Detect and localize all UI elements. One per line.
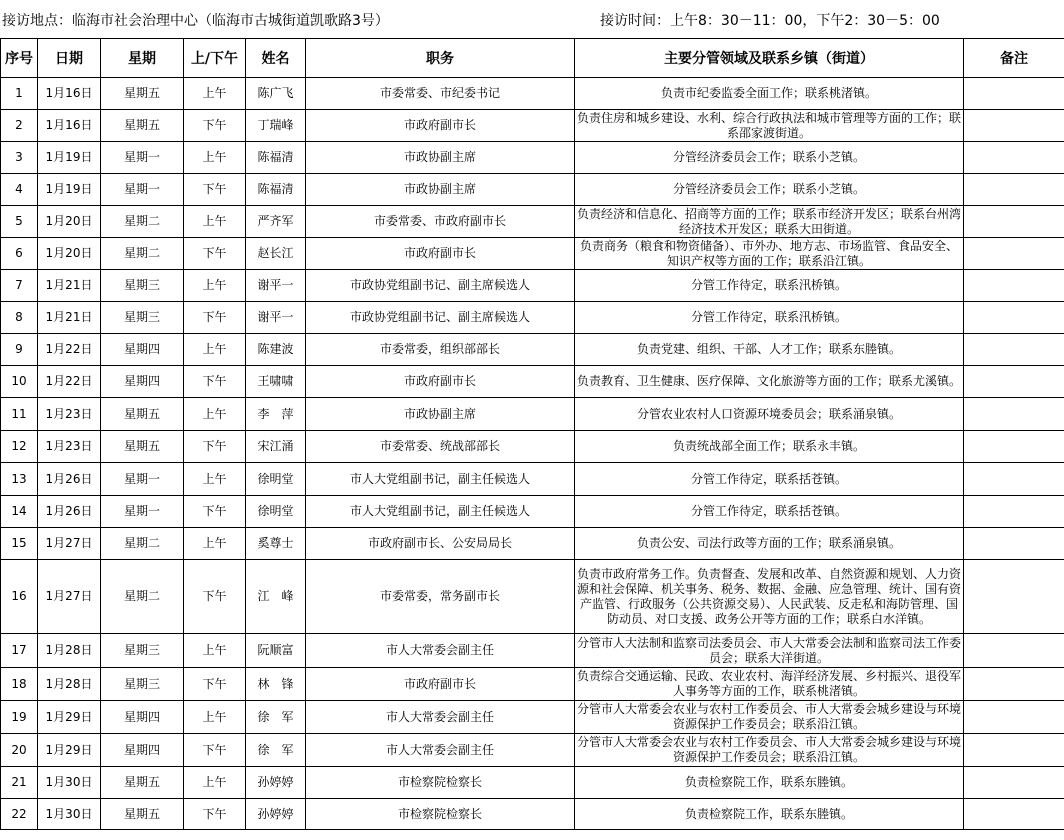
cell-date: 1月16日 [38,78,101,110]
cell-duties: 负责市政府常务工作。负责督查、发展和改革、自然资源和规划、人力资源和社会保障、机关事务、税务、数据、金融、应急管理、统计、国有资产监管、行政服务（公共资源交易）、人民武装、反走私和海防管理、国防动员、对口支援、政务公开等方面的工作；联系白水洋镇。 [575,560,964,634]
cell-note [964,334,1064,366]
cell-note [964,634,1064,668]
cell-title: 市政府副市长 [306,366,575,398]
cell-date: 1月22日 [38,366,101,398]
cell-title: 市检察院检察长 [306,799,575,830]
cell-name: 严齐军 [246,206,306,238]
cell-title: 市政协副主席 [306,398,575,431]
cell-no: 12 [1,431,38,463]
cell-period: 下午 [184,302,246,334]
cell-no: 6 [1,238,38,270]
cell-weekday: 星期一 [101,142,184,174]
cell-date: 1月27日 [38,528,101,560]
cell-name: 赵长江 [246,238,306,270]
cell-title: 市人大常委会副主任 [306,734,575,767]
cell-period: 下午 [184,238,246,270]
cell-period: 上午 [184,398,246,431]
cell-title: 市检察院检察长 [306,767,575,799]
cell-name: 徐明堂 [246,496,306,528]
table-row [1,334,1064,366]
cell-period: 下午 [184,560,246,634]
table-row [1,668,1064,701]
cell-weekday: 星期一 [101,174,184,206]
table-row [1,302,1064,334]
cell-period: 上午 [184,206,246,238]
cell-name: 谢平一 [246,302,306,334]
col-header-title: 职务 [306,39,575,78]
cell-no: 9 [1,334,38,366]
cell-title: 市政府副市长 [306,110,575,142]
cell-title: 市委常委、统战部部长 [306,431,575,463]
col-header-period: 上/下午 [184,39,246,78]
cell-duties: 负责检察院工作，联系东塍镇。 [575,767,964,799]
cell-date: 1月16日 [38,110,101,142]
cell-title: 市政府副市长、公安局局长 [306,528,575,560]
cell-name: 陈福清 [246,174,306,206]
cell-weekday: 星期五 [101,799,184,830]
cell-duties: 分管经济委员会工作；联系小芝镇。 [575,142,964,174]
cell-no: 8 [1,302,38,334]
cell-title: 市政协副主席 [306,174,575,206]
cell-no: 1 [1,78,38,110]
cell-weekday: 星期二 [101,560,184,634]
table-row [1,270,1064,302]
cell-duties: 分管工作待定，联系括苍镇。 [575,496,964,528]
cell-note [964,463,1064,496]
cell-no: 2 [1,110,38,142]
cell-duties: 分管市人大常委会农业与农村工作委员会、市人大常委会城乡建设与环境资源保护工作委员会；联系沿江镇。 [575,701,964,734]
table-row [1,634,1064,668]
cell-period: 上午 [184,767,246,799]
cell-no: 20 [1,734,38,767]
cell-name: 谢平一 [246,270,306,302]
cell-note [964,701,1064,734]
cell-period: 上午 [184,528,246,560]
table-row [1,463,1064,496]
cell-date: 1月30日 [38,799,101,830]
cell-note [964,206,1064,238]
cell-period: 下午 [184,431,246,463]
cell-note [964,302,1064,334]
cell-weekday: 星期三 [101,270,184,302]
cell-name: 林 锋 [246,668,306,701]
cell-note [964,142,1064,174]
cell-weekday: 星期二 [101,206,184,238]
cell-name: 徐明堂 [246,463,306,496]
cell-note [964,799,1064,830]
cell-note [964,174,1064,206]
cell-title: 市政协党组副书记、副主席候选人 [306,302,575,334]
table-row [1,734,1064,767]
cell-no: 3 [1,142,38,174]
cell-period: 上午 [184,463,246,496]
cell-name: 陈福清 [246,142,306,174]
cell-duties: 分管工作待定，联系括苍镇。 [575,463,964,496]
cell-period: 上午 [184,701,246,734]
cell-weekday: 星期三 [101,668,184,701]
cell-title: 市人大常委会副主任 [306,634,575,668]
cell-date: 1月21日 [38,270,101,302]
cell-title: 市委常委，常务副市长 [306,560,575,634]
cell-date: 1月29日 [38,701,101,734]
cell-title: 市委常委、市纪委书记 [306,78,575,110]
cell-name: 宋江涌 [246,431,306,463]
cell-name: 李 萍 [246,398,306,431]
cell-period: 下午 [184,496,246,528]
table-row [1,78,1064,110]
cell-weekday: 星期四 [101,334,184,366]
col-header-weekday: 星期 [101,39,184,78]
cell-date: 1月23日 [38,398,101,431]
table-row [1,701,1064,734]
cell-duties: 负责综合交通运输、民政、农业农村、海洋经济发展、乡村振兴、退役军人事务等方面的工作，联系桃渚镇。 [575,668,964,701]
cell-name: 孙婷婷 [246,767,306,799]
cell-name: 陈建波 [246,334,306,366]
cell-duties: 负责教育、卫生健康、医疗保障、文化旅游等方面的工作；联系尤溪镇。 [575,366,964,398]
cell-note [964,366,1064,398]
cell-period: 上午 [184,270,246,302]
cell-weekday: 星期一 [101,463,184,496]
cell-duties: 负责经济和信息化、招商等方面的工作；联系市经济开发区；联系台州湾经济技术开发区；联系大田街道。 [575,206,964,238]
cell-duties: 负责公安、司法行政等方面的工作；联系涌泉镇。 [575,528,964,560]
cell-no: 11 [1,398,38,431]
cell-duties: 分管工作待定，联系汛桥镇。 [575,270,964,302]
cell-duties: 负责检察院工作，联系东塍镇。 [575,799,964,830]
cell-no: 21 [1,767,38,799]
cell-name: 孙婷婷 [246,799,306,830]
cell-note [964,431,1064,463]
cell-period: 上午 [184,634,246,668]
table-row [1,799,1064,830]
cell-no: 15 [1,528,38,560]
cell-period: 下午 [184,174,246,206]
col-header-note: 备注 [964,39,1064,78]
cell-title: 市政府副市长 [306,238,575,270]
cell-date: 1月27日 [38,560,101,634]
cell-period: 上午 [184,334,246,366]
cell-note [964,270,1064,302]
cell-weekday: 星期五 [101,767,184,799]
table-row [1,174,1064,206]
cell-no: 18 [1,668,38,701]
cell-note [964,398,1064,431]
cell-note [964,78,1064,110]
cell-name: 徐 军 [246,701,306,734]
cell-note [964,496,1064,528]
cell-date: 1月30日 [38,767,101,799]
cell-duties: 负责统战部全面工作；联系永丰镇。 [575,431,964,463]
cell-weekday: 星期五 [101,78,184,110]
table-header-row [1,39,1064,78]
cell-note [964,110,1064,142]
cell-period: 上午 [184,78,246,110]
table-row [1,398,1064,431]
cell-title: 市政协党组副书记、副主席候选人 [306,270,575,302]
cell-weekday: 星期五 [101,398,184,431]
cell-duties: 分管市人大常委会农业与农村工作委员会、市人大常委会城乡建设与环境资源保护工作委员会；联系沿江镇。 [575,734,964,767]
cell-date: 1月23日 [38,431,101,463]
cell-duties: 分管工作待定，联系汛桥镇。 [575,302,964,334]
cell-weekday: 星期二 [101,528,184,560]
cell-name: 江 峰 [246,560,306,634]
cell-period: 下午 [184,366,246,398]
cell-no: 22 [1,799,38,830]
cell-name: 奚尊士 [246,528,306,560]
cell-weekday: 星期五 [101,431,184,463]
cell-period: 下午 [184,734,246,767]
cell-date: 1月19日 [38,142,101,174]
cell-title: 市人大党组副书记，副主任候选人 [306,496,575,528]
schedule-rows [1,78,1064,830]
cell-weekday: 星期三 [101,302,184,334]
cell-date: 1月28日 [38,634,101,668]
cell-duties: 负责市纪委监委全面工作；联系桃渚镇。 [575,78,964,110]
cell-duties: 分管农业农村人口资源环境委员会；联系涌泉镇。 [575,398,964,431]
table-row [1,206,1064,238]
cell-note [964,238,1064,270]
reception-time: 接访时间：上午8：30－11：00，下午2：30－5：00 [600,13,940,29]
cell-date: 1月26日 [38,496,101,528]
cell-duties: 分管市人大法制和监察司法委员会、市人大常委会法制和监察司法工作委员会；联系大洋街道。 [575,634,964,668]
cell-name: 王啸啸 [246,366,306,398]
reception-location: 接访地点：临海市社会治理中心（临海市古城街道凯歌路3号） [2,13,389,29]
cell-period: 下午 [184,668,246,701]
cell-no: 14 [1,496,38,528]
cell-no: 17 [1,634,38,668]
cell-date: 1月21日 [38,302,101,334]
cell-no: 16 [1,560,38,634]
cell-period: 上午 [184,142,246,174]
cell-title: 市委常委、市政府副市长 [306,206,575,238]
cell-note [964,668,1064,701]
cell-no: 5 [1,206,38,238]
cell-date: 1月26日 [38,463,101,496]
cell-title: 市人大党组副书记，副主任候选人 [306,463,575,496]
cell-weekday: 星期一 [101,496,184,528]
cell-duties: 负责商务（粮食和物资储备）、市外办、地方志、市场监管、食品安全、知识产权等方面的工作；联系沿江镇。 [575,238,964,270]
cell-weekday: 星期四 [101,734,184,767]
cell-date: 1月19日 [38,174,101,206]
cell-no: 7 [1,270,38,302]
table-row [1,767,1064,799]
cell-name: 陈广飞 [246,78,306,110]
cell-weekday: 星期四 [101,366,184,398]
cell-weekday: 星期二 [101,238,184,270]
table-row [1,496,1064,528]
cell-no: 4 [1,174,38,206]
cell-no: 19 [1,701,38,734]
cell-weekday: 星期五 [101,110,184,142]
table-row [1,560,1064,634]
table-row [1,528,1064,560]
col-header-name: 姓名 [246,39,306,78]
table-row [1,366,1064,398]
cell-date: 1月29日 [38,734,101,767]
cell-weekday: 星期三 [101,634,184,668]
cell-period: 下午 [184,110,246,142]
col-header-duties: 主要分管领域及联系乡镇（街道） [575,39,964,78]
schedule-table [0,38,1064,830]
cell-duties: 负责党建、组织、干部、人才工作；联系东塍镇。 [575,334,964,366]
cell-title: 市政府副市长 [306,668,575,701]
cell-duties: 负责住房和城乡建设、水利、综合行政执法和城市管理等方面的工作；联系邵家渡街道。 [575,110,964,142]
cell-name: 阮顺富 [246,634,306,668]
cell-date: 1月22日 [38,334,101,366]
cell-weekday: 星期四 [101,701,184,734]
table-row [1,238,1064,270]
cell-title: 市委常委，组织部部长 [306,334,575,366]
cell-no: 13 [1,463,38,496]
cell-note [964,734,1064,767]
cell-no: 10 [1,366,38,398]
col-header-no: 序号 [1,39,38,78]
cell-period: 下午 [184,799,246,830]
cell-name: 丁瑞峰 [246,110,306,142]
cell-date: 1月28日 [38,668,101,701]
table-row [1,431,1064,463]
table-row [1,110,1064,142]
cell-duties: 分管经济委员会工作；联系小芝镇。 [575,174,964,206]
cell-note [964,528,1064,560]
cell-note [964,767,1064,799]
header-bar [0,0,1064,38]
cell-title: 市人大常委会副主任 [306,701,575,734]
cell-date: 1月20日 [38,206,101,238]
cell-date: 1月20日 [38,238,101,270]
cell-name: 徐 军 [246,734,306,767]
cell-title: 市政协副主席 [306,142,575,174]
col-header-date: 日期 [38,39,101,78]
cell-note [964,560,1064,634]
table-row [1,142,1064,174]
